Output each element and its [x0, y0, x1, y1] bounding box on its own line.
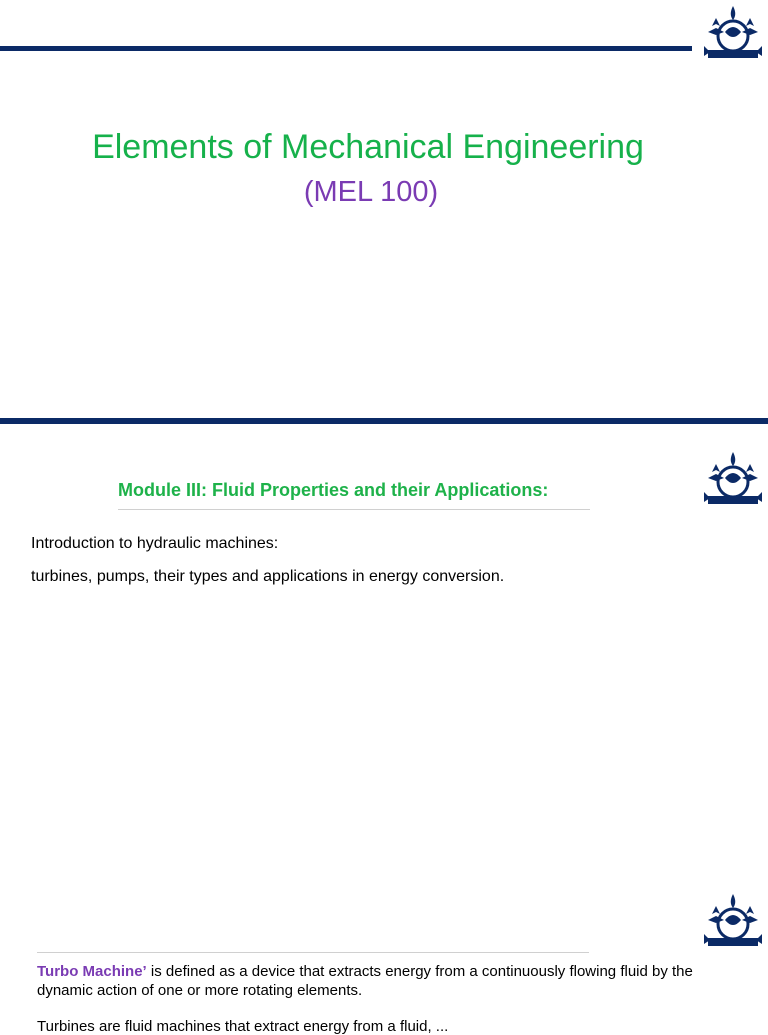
- title-slide: [0, 0, 768, 418]
- body-line-topics: turbines, pumps, their types and applications in energy conversion.: [31, 568, 505, 585]
- defined-term: Turbo Machine’: [37, 963, 147, 980]
- module-slide: [0, 424, 768, 864]
- institute-crest-logo: [698, 890, 768, 958]
- definition-paragraph: [37, 962, 727, 1000]
- section-divider: [37, 952, 589, 953]
- definition-text: is defined as a device that extracts energy from a continuously flowing fluid by the dynamic action of one or more rotating elements.: [37, 963, 693, 999]
- course-code: (MEL 100): [303, 176, 439, 208]
- course-title: Elements of Mechanical Engineering: [92, 128, 644, 166]
- header-bar: [0, 46, 692, 51]
- institute-crest-logo: [698, 2, 768, 70]
- heading-divider: [118, 509, 590, 510]
- body-line-intro: Introduction to hydraulic machines:: [31, 535, 279, 552]
- truncated-next-line: Turbines are fluid machines that extract energy from a fluid, ...: [37, 1018, 449, 1035]
- institute-crest-logo: [698, 448, 768, 516]
- module-heading: Module III: Fluid Properties and their Applications:: [118, 480, 549, 500]
- definition-slide: [0, 864, 768, 1035]
